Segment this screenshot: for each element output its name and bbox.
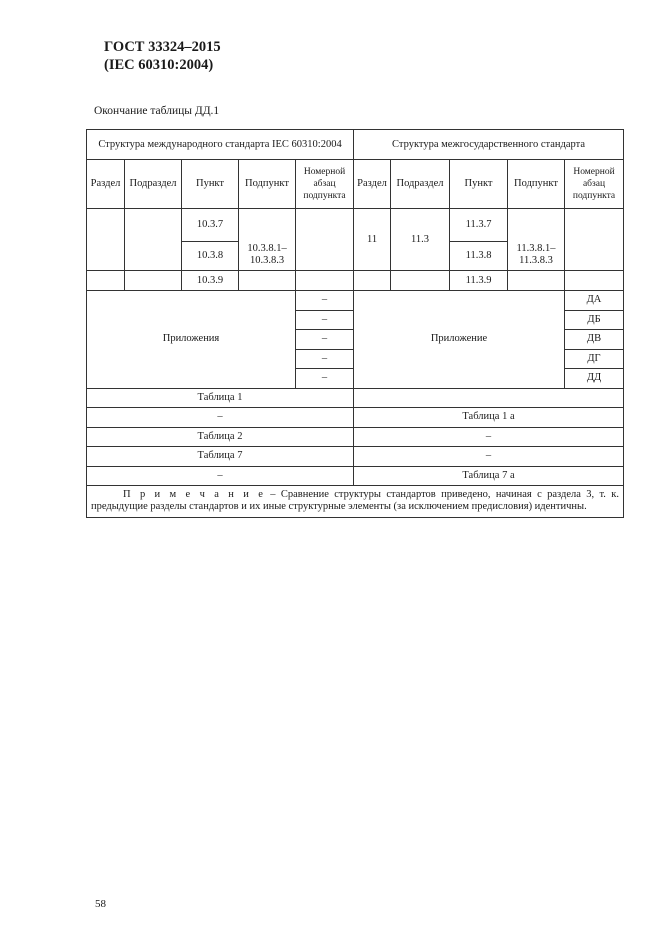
col-header-razdel: Раздел (87, 160, 125, 209)
col-header-razdel: Раздел (354, 160, 391, 209)
table-cell: 10.3.7 (182, 209, 239, 242)
appendix-item-intl: – (296, 310, 354, 330)
col-header-podpunkt: Подпункт (508, 160, 565, 209)
col-header-abzac: Номерной абзац подпункта (565, 160, 624, 209)
inter-structure-header: Структура межгосударственного стандарта (354, 130, 624, 160)
col-header-podrazdel: Подраздел (125, 160, 182, 209)
table-ref-intl: Таблица 1 (87, 388, 354, 408)
table-cell (125, 271, 182, 291)
table-ref-inter (354, 388, 624, 408)
table-ref-inter: Таблица 7 а (354, 466, 624, 486)
table-cell (125, 209, 182, 271)
table-cell: 10.3.9 (182, 271, 239, 291)
appendix-item-inter: ДБ (565, 310, 624, 330)
appendix-item-intl: – (296, 349, 354, 369)
col-header-abzac: Номерной абзац подпункта (296, 160, 354, 209)
table-cell (87, 271, 125, 291)
col-header-podpunkt: Подпункт (239, 160, 296, 209)
appendix-item-inter: ДД (565, 369, 624, 389)
standard-number: ГОСТ 33324–2015 (104, 39, 221, 55)
appendix-label-inter: Приложение (354, 291, 565, 389)
table-ref-inter: Таблица 1 а (354, 408, 624, 428)
table-cell (87, 209, 125, 271)
table-note (87, 486, 624, 518)
appendix-item-inter: ДВ (565, 330, 624, 350)
col-header-punkt: Пункт (182, 160, 239, 209)
table-cell (296, 209, 354, 271)
table-cell: 10.3.8 (182, 242, 239, 271)
document-header (104, 38, 221, 74)
col-header-punkt: Пункт (450, 160, 508, 209)
table-cell (565, 209, 624, 271)
page-number: 58 (95, 898, 106, 910)
table-cell: 11.3 (391, 209, 450, 271)
intl-structure-header: Структура международного стандарта IEC 60310:2004 (87, 130, 354, 160)
appendix-item-inter: ДГ (565, 349, 624, 369)
comparison-table (86, 129, 624, 518)
table-cell (296, 271, 354, 291)
table-cell (565, 271, 624, 291)
table-ref-intl: Таблица 7 (87, 447, 354, 467)
appendix-label-intl: Приложения (87, 291, 296, 389)
table-cell: 11 (354, 209, 391, 271)
table-cell: 11.3.8 (450, 242, 508, 271)
standard-iec-number: (IEC 60310:2004) (104, 57, 214, 73)
table-ref-intl: – (87, 466, 354, 486)
appendix-item-intl: – (296, 330, 354, 350)
table-cell: 11.3.8.1–11.3.8.3 (508, 209, 565, 271)
table-cell: 11.3.7 (450, 209, 508, 242)
table-cell (354, 271, 391, 291)
table-ref-intl: Таблица 2 (87, 427, 354, 447)
table-caption: Окончание таблицы ДД.1 (94, 105, 220, 117)
appendix-item-intl: – (296, 369, 354, 389)
table-cell: 10.3.8.1–10.3.8.3 (239, 209, 296, 271)
table-cell (508, 271, 565, 291)
appendix-item-inter: ДА (565, 291, 624, 311)
table-ref-inter: – (354, 427, 624, 447)
note-text: – Сравнение структуры стандартов приведено, начиная с раздела 3, т. к. предыдущие разделы стандартов и их иные структурные элементы (за исключением предисловия) идентичны. (91, 489, 620, 512)
table-ref-intl: – (87, 408, 354, 428)
table-cell (391, 271, 450, 291)
col-header-podrazdel: Подраздел (391, 160, 450, 209)
note-prefix: П р и м е ч а н и е (123, 489, 265, 500)
appendix-item-intl: – (296, 291, 354, 311)
table-cell: 11.3.9 (450, 271, 508, 291)
table-ref-inter: – (354, 447, 624, 467)
table-cell (239, 271, 296, 291)
